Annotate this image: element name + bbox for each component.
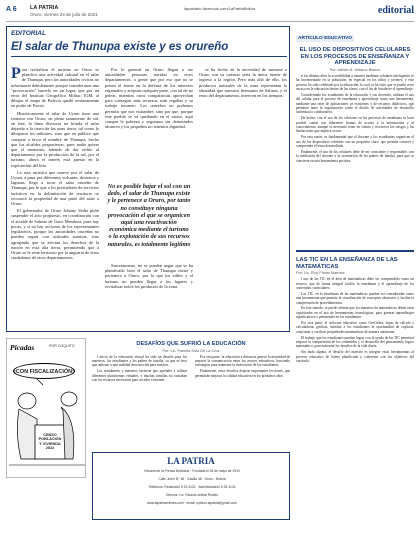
article-author: Por: Adrián N. Ubiarco Blanco <box>329 67 381 72</box>
editorial-article <box>6 26 290 332</box>
editorial-paragraph: se ha hecho de la necesidad de sumarse a Oruro con su turismo sería la única fuente de ingreso a la región. Pero más allá de ello, los productos naturales de la zona representan la identidad que nuestros hermanos de Salinas, y el resto del departamento, merecen en los tiempos. <box>199 67 287 99</box>
editorial-column-2 <box>105 67 193 179</box>
article-paragraph: n los últimos años la accesibilidad a internet mediante celulares inteligentes se ha incrementado en la población, en especial en los niños y jóvenes, y este proceso ha sido celebrado por la educación, la cual ya ha visto que se puede crear un uso en la educación dentro de las clases, con el fin de fortalecer el aprendizaje. <box>296 73 414 91</box>
editorial-body <box>11 67 287 329</box>
education-challenges-article <box>92 338 290 448</box>
editorial-label: EDITORIAL <box>11 30 46 37</box>
article-body <box>296 277 414 521</box>
cartoon-drawing <box>7 339 87 479</box>
educational-article <box>296 26 414 248</box>
article-body <box>92 355 290 451</box>
article-column-2 <box>195 355 290 451</box>
article-author: Por: Lic. Eloy Flores Mamani <box>296 271 345 276</box>
article-paragraph: l inicio de la educación virtual ha sido un desafío para los maestros, los estudiantes y los padres de familia, ya que se tuvo que adecuar a una realidad desconocida para muchos. <box>92 354 187 368</box>
cartoon <box>6 338 86 478</box>
article-title: DESAFÍOS QUE SUFRIÓ LA EDUCACIÓN <box>136 341 246 347</box>
editorial-paragraph: Por lo general en Oruro llegan a ser autoridades personas nacidas en otros departamentos, o gente que por eso que no se ponen al frente en la defensa de los intereses regionales y aceptan cualquier parte, con tal de no pelear, mientras otros compatriotas aprovechan para conseguir más recursos, más regalías y su trabajo tesonero. Los orureños no podemos permitir que nos vislumbre, sino por que, porque este pueblo se va quedando en el atraso, aquí compra la pobreza y seguimos sin demasiados alcances y los pequeños no tenemos dignidad. <box>105 67 193 130</box>
paper-date: Oruro, viernes 23 de julio de 2021 <box>30 12 98 17</box>
article-paragraph: Las TIC, en la enseñanza de las matemáticas pueden ser consideradas como una herramienta que permite la visualización de conceptos abstractos y facilita la comprensión de procedimientos. <box>296 291 414 305</box>
article-paragraph: Finalmente, el uso de los celulares debe de ser consciente y responsable, con la mediación del docente y la orientación de los padres de familia, para que se convierta en una herramienta positiva. <box>296 149 414 163</box>
article-paragraph: Por otra parte, la educación a distancia generó la necesidad de mejorar la comunicación entre los actores educativos, buscando estrategias para mantener la motivación de los estudiantes. <box>195 354 290 368</box>
masthead-line: www.lapatriaenlinea.com · email: opinion.lapatria@gmail.com <box>147 501 237 505</box>
paper-name: LA PATRIA <box>30 5 59 11</box>
cartoon-credit: POR COQUITO <box>49 344 75 348</box>
masthead-line: Teléfonos: Redacción 5 25 3132 · Administración 5 25 3131 <box>148 485 236 489</box>
masthead-line: Director: Lic. Ricardo Aníbal Robles <box>165 493 219 497</box>
article-paragraph: Sin duda alguna, el desafío del maestro es integrar estas herramientas al proceso educativo de forma planificada y coherente con los objetivos del currículo. <box>296 350 414 364</box>
speech-bubble: ¡CON FISCALIZACIÓN! <box>13 363 75 379</box>
editorial-paragraph: La ruta turística que mueve por el salar de Uyuni, a pasa por diferentes volcanes, desiertos y lagunas, llega a tocar el salar orureño de Thunupa, por lo que a los prestadores de servicios turísticos en la delimitación de territorio se reconoce la propiedad de una parte del salar a Oruro. <box>11 169 99 207</box>
article-body <box>296 74 414 254</box>
editorial-column-3 <box>199 67 287 329</box>
article-paragraph: l uso de las TIC en el área de matemáticas debe ser comprendido como un recurso, que de forma integral facilite la enseñanza y el aprendizaje de los contenidos curriculares. <box>296 277 414 290</box>
article-author: Por: Lic. Pamela Soto De La Cruz <box>162 348 220 353</box>
article-paragraph: Por esta razón, es fundamental que el docente y los estudiantes organicen el uso de los dispositivos celulares con un propósito claro, que permita conocer y comprender el tema desarrollado. <box>296 135 414 149</box>
tic-article <box>296 250 414 530</box>
article-paragraph: Por otra parte, el software educativo como GeoGebra, hojas de cálculo y calculadoras gráficas, brindan a los estudiantes la oportunidad de explorar, conjeturar y verificar propiedades matemáticas de manera autónoma. <box>296 321 414 334</box>
editorial-paragraph: El gobernador de Oruro Johnny Vedia pidió suspender el acto propuesto, en coordinación con el alcalde de Salinas de Garci Mendoza, pues hay pocas, y si no hay acciones de los representantes legislativos, porque las autoridades orureñas no pueden seguir con actitudes sumisas, sino agregando que se afectan los derechos de la nación en esta alta tierra, permitiendo que a Oruro se le reste territorio por la angurria de otros ciudadanos de otros departamentos. <box>11 208 99 261</box>
article-paragraph: Los estudiantes y maestros tuvieron que aprender a utilizar diferentes plataformas virtuales, y muchas familias no contaban con los recursos necesarios para acceder a internet. <box>92 369 187 383</box>
masthead-box <box>92 452 290 520</box>
masthead-line: Decana de la Prensa Boliviana · Fundada el 26 de mayo de 1919 <box>144 469 240 473</box>
editorial-column-2b <box>105 263 193 329</box>
article-tag: ARTÍCULO EDUCATIVO <box>298 36 353 41</box>
masthead-title: LA PATRIA <box>167 456 215 466</box>
drop-cap: P <box>11 67 21 82</box>
article-paragraph: Finalmente, estos desafíos dejaron importantes lecciones, que permitirán mejorar la calidad educativa en los próximos años. <box>195 369 290 378</box>
article-paragraph: Considerando los estudiantes de la educación y sus docentes, utilizan el uso del celular para el proceso de enseñanza y aprendizaje como una herramienta, mediante una serie de aplicaciones ya existentes y de recursos didácticos, que permiten tanto la organización como el diseño de actividades de desarrollo individual o colaborativo. <box>296 92 414 115</box>
editorial-column-1 <box>11 67 99 329</box>
article-title: EL USO DE DISPOSITIVOS CELULARES EN LOS PROCESOS DE ENSEÑANZA Y APRENDIZAJE <box>299 47 411 67</box>
article-title: LAS TIC EN LA ENSEÑANZA DE LAS MATEMÁTICAS <box>296 257 398 270</box>
page-header <box>6 4 414 22</box>
editorial-paragraph: ara revitalizar el turismo en Oruro se planificó una actividad cultural en el salar de Thunupa, pero las autoridades cívicas no informaron debidamente porque consideraron una "provocación" hacerlo en un lugar, que por un error del Instituto Geográfico Militar, IGM, al dibujar el mapa de Bolivia quedó erróneamente en poder de Potosí. <box>11 67 99 109</box>
section-name: editorial <box>377 5 414 16</box>
editorial-title: El salar de Thunupa existe y es orureño <box>11 41 287 57</box>
editorial-paragraph: Históricamente el salar de Uyuni tiene una frontera con Oruro, en pleno saramiento de sal, en éste, la línea divisoria no brinda el salar dejando a la tierra de las unas tierra, tal como lo dibujaron los militares, sino que en publico que compete a favor el nombre de Thunupa, hecho que los alcaldes pospusieron, pues nadie quiere que el momento, además de dar rédito al departamento por la producción de la sal, por el turismo, ahora el interés está puesto en la explotación del litio. <box>11 110 99 168</box>
social-links: lapatriabo facebook.com/LaPatriaBolivia <box>184 6 256 11</box>
census-box-label: CENSO POBLACIÓN Y VIVIENDA 2022 <box>38 433 62 451</box>
masthead-line: Calle Junín N° 48 · Casilla 48 · Oruro - Bolivia <box>158 477 226 481</box>
article-paragraph: En este sentido, se puede afirmar que los maestros de matemáticas deben estar capacitados en el uso de herramientas tecnológicas, para generar aprendizajes significativos y pertinentes en los estudiantes. <box>296 306 414 320</box>
pull-quote: No es posible bajar el sol con un dedo, el salar de Thunupa existe y le pertenece a Oruro, por tanto no constituye ninguna provocación el que se organicen aquí una reactivación económica mediante el turismo o la explotación de sus recursos naturales, es totalmente legítimo <box>107 183 191 248</box>
article-paragraph: El trabajo que los estudiantes puedan lograr con la ayuda de las TIC permitirá mejorar la comprensión de los contenidos y el desarrollo del pensamiento lógico matemático, para enfrentar los desafíos de la vida diaria. <box>296 335 414 349</box>
page-number: A 6 <box>6 6 17 13</box>
editorial-paragraph: Sinceramente, no se pueden negar que se ha planificado bien el salar de Thunupa existe y pertenece a Oruro, por lo que los ediles y el turismo no pueden llegar a los lugares y revitalizar todos los productos de la zona. <box>105 263 193 289</box>
article-column-1 <box>92 355 187 451</box>
cartoon-heading: Picadas <box>10 343 35 352</box>
article-paragraph: De hecho, con el uso de los celulares en los procesos de enseñanza se hace posible contar con diferentes formas de acceso a la información y al conocimiento, aunque es necesario tener en cuenta y reconocer los riesgos y las limitaciones que implica su uso. <box>296 116 414 134</box>
